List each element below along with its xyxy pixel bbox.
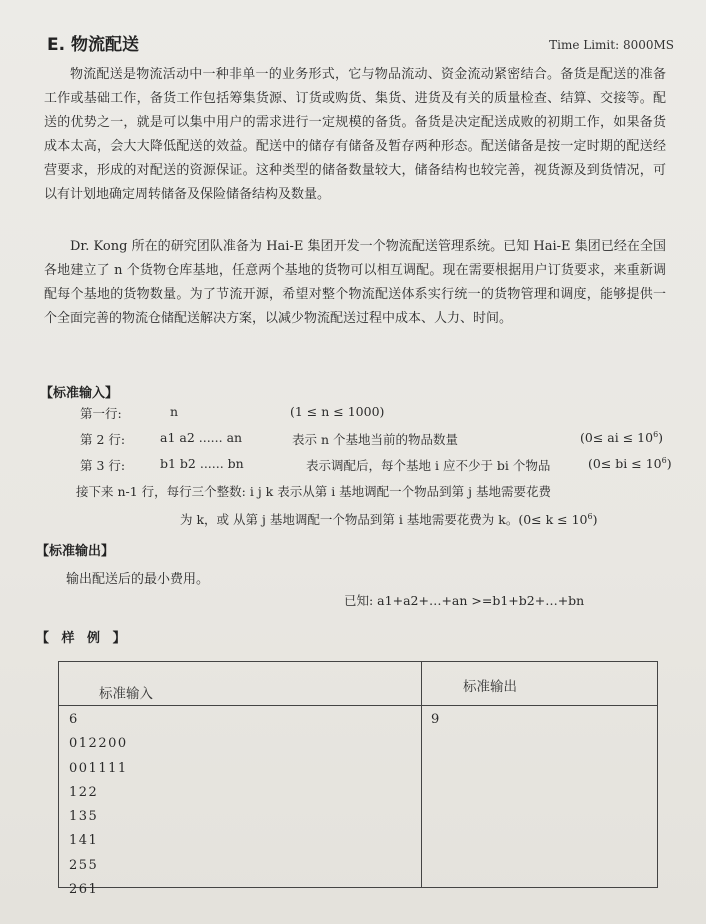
input-line-2-vars: a1 a2 ...... an [160,430,243,445]
example-input-cell [69,708,128,902]
time-limit: Time Limit: 8000MS [549,38,674,52]
input-line-3-label: 第 3 行: [80,458,126,473]
input-line: 6 [69,712,79,727]
paragraph-intro: 物流配送是物流活动中一种非单一的业务形式，它与物品流动、资金流动紧密结合。备货是配送的准备工作或基础工作，备货工作包括筹集货源、订货或购货、集货、进货及有关的质量检查、结算、交接等。配送的优势之一，就是可以集中用户的需求进行一定规模的备货。备货是决定配送成败的初期工作，如果备货成本太高，会大大降低配送的效益。配送中的储存有储备及暂存两种形态。配送储备是按一定时期的配送经营要求，形成的对配送的资源保证。这种类型的储备数量较大，储备结构也较完善，视货源及到货情况，可以有计划地确定周转储备及保险储备结构及数量。 [44,67,666,202]
example-table [58,661,658,898]
input-line-1 [0,404,706,424]
output-description: 输出配送后的最小费用。 [66,572,210,587]
input-line: 012200 [69,736,128,752]
known-condition: 已知: a1+a2+…+an >=b1+b2+…+bn [344,593,585,608]
input-line-1-constraint: (1 ≤ n ≤ 1000) [290,404,385,419]
input-column-header: 标准输入 [99,686,153,702]
input-line-2-label: 第 2 行: [80,432,126,447]
output-heading: 【标准输出】 [36,544,115,559]
output-column-header: 标准输出 [463,679,517,695]
input-line-1-label: 第一行: [80,406,122,421]
output-line: 9 [431,712,440,727]
input-line-3 [0,456,706,476]
problem-title: E. 物流配送 [47,35,139,55]
example-output-cell [431,708,439,732]
input-line-2-constraint: (0≤ ai ≤ $10^6$) [580,430,664,446]
input-line: 255 [69,857,99,873]
paragraph-problem: Dr. Kong 所在的研究团队准备为 Hai-E 集团开发一个物流配送管理系统。已知 Hai-E 集团已经在全国各地建立了 n 个货物仓库基地，任意两个基地的货物可以相互调配。现在需要根据用户订货要求，来重新调配每个基地的货物数量。为了节流开源，希望对整个物流配送体系实行统一的货物管理和调度，能够提供一个全面完善的物流仓储配送解决方案，以减少物流配送过程中成本、人力、时间。 [44,239,666,326]
input-line: 261 [69,882,99,898]
input-line: 122 [69,784,99,800]
example-heading: 【 样 例 】 [36,631,130,646]
input-line-3-desc: 表示调配后，每个基地 i 应不少于 bi 个物品 [306,458,551,473]
input-line-3-constraint: (0≤ bi ≤ $10^6$) [588,456,672,472]
input-line-5: 为 k，或 从第 j 基地调配一个物品到第 i 基地需要花费为 k。$(0\le k \le 10^6)$ [180,511,598,527]
input-line: 001111 [69,760,128,776]
input-heading: 【标准输入】 [40,386,119,401]
input-line-2 [0,430,706,450]
input-line-3-vars: b1 b2 ...... bn [160,456,244,471]
input-line-1-vars: n [170,404,179,419]
table-divider [421,662,422,887]
input-line-2-desc: 表示 n 个基地当前的物品数量 [292,432,458,447]
input-line: 135 [69,809,99,825]
input-line-4: 接下来 n-1 行，每行三个整数: i j k 表示从第 i 基地调配一个物品到第 j 基地需要花费 [76,484,551,499]
input-line: 141 [69,833,99,849]
